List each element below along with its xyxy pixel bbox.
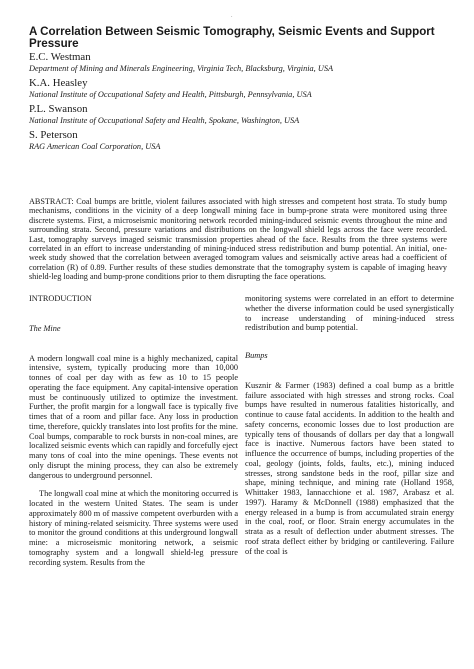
right-column [245, 294, 454, 556]
author-affiliation: RAG American Coal Corporation, USA [29, 142, 161, 151]
author-affiliation: National Institute of Occupational Safety and Health, Pittsburgh, Pennsylvania, USA [29, 90, 312, 99]
section-heading-introduction: INTRODUCTION [29, 294, 92, 303]
body-paragraph: monitoring systems were correlated in an effort to determine whether the diverse information could be used synergistically to increase understanding of mining-induced stress redistribution and bump potential. [245, 294, 454, 333]
author-name: P.L. Swanson [29, 103, 88, 115]
author-affiliation: National Institute of Occupational Safety and Health, Spokane, Washington, USA [29, 116, 300, 125]
author-list [29, 51, 459, 155]
page-mark: . [231, 13, 233, 19]
author-block [29, 77, 459, 100]
body-paragraph: Kusznir & Farmer (1983) defined a coal bump as a brittle failure associated with high stresses and strong rocks. Coal bumps have resulted in numerous fatalities historically, and continue to cause fatal accidents. In addition to the health and safety concerns, economic losses due to lost production are typically tens of thousands of dollars per day that a longwall face is inactive. Numerous factors have been stated to influence the occurrence of bumps, including properties of the coal, geology (joints, folds, faults, etc.), mining induced stresses, strong sandstone beds in the roof, pillar size and shape, mining technique, and mining rate (Holland 1958, Whittaker 1983, Iannacchione et al. 1987, Arabasz et al. 1997). Haramy & McDonnell (1988) emphasized that the energy released in a bump is from accumulated strain energy in the coal, roof, or floor. Strain energy accumulates in the strata as a result of deflection under abutment stresses. The roof strata deflect either by bridging or cantilevering. Failure of the coal is [245, 380, 454, 556]
author-affiliation: Department of Mining and Minerals Engineering, Virginia Tech, Blacksburg, Virginia, USA [29, 64, 334, 73]
author-name: K.A. Heasley [29, 77, 88, 89]
body-paragraph: The longwall coal mine at which the monitoring occurred is located in the western United States. The seam is under approximately 800 m of massive competent overburden with a history of mining-related seismicity. Three systems were used to monitor the ground conditions at this underground longwall mine: a microseismic monitoring network, a seismic tomography system and a longwall shield-leg pressure recording system. Results from the [29, 489, 238, 567]
author-block [29, 103, 459, 126]
subsection-heading-bumps: Bumps [245, 351, 268, 360]
subsection-heading-the-mine: The Mine [29, 323, 61, 333]
body-paragraph: A modern longwall coal mine is a highly mechanized, capital intensive, system, typically producing more than 10,000 tonnes of coal per day with as few as 10 to 15 people operating the face equipment. Any capital-intensive operation must be continuously utilized to optimize the investment. Further, the profit margin for a longwall face is typically five times that of a room and pillar face. Any loss in production time, therefore, quickly translates into lost profits for the mine. Coal bumps, comparable to rock bursts in non-coal mines, are localized seismic events which can rapidly and forcefully eject many tons of coal into the mine openings. These events not only disrupt the mining process, they can also be extremely dangerous to underground personnel. [29, 353, 238, 480]
author-name: E.C. Westman [29, 51, 91, 63]
author-block [29, 51, 459, 74]
abstract: ABSTRACT: Coal bumps are brittle, violent failures associated with high stresses and competent host strata. To study bump mechanisms, conditions in the vicinity of a deep longwall mining face in bump-prone strata were monitored using three discrete systems. First, a microseismic monitoring network recorded mining-induced seismic events throughout the mine and surrounding strata. Second, pressure variations and distributions on the longwall shield legs across the face were recorded. Last, tomography surveys imaged seismic transmission properties ahead of the face. Results from the three systems were correlated in an effort to increase understanding of mining-induced stress redistribution and bump potential. An initial, one-week study showed that the correlation between averaged tomogram values and seismically active areas had a coefficient of correlation (R) of 0.89. Further results of these studies demonstrate that the tomography system is capable of imaging heavy shield-leg loading and bump-prone conditions prior to them disrupting the face operations. [29, 197, 447, 282]
left-column [29, 294, 238, 567]
paper-title: A Correlation Between Seismic Tomography, Seismic Events and Support Pressure [29, 25, 435, 50]
author-name: S. Peterson [29, 129, 78, 141]
author-block [29, 129, 459, 152]
